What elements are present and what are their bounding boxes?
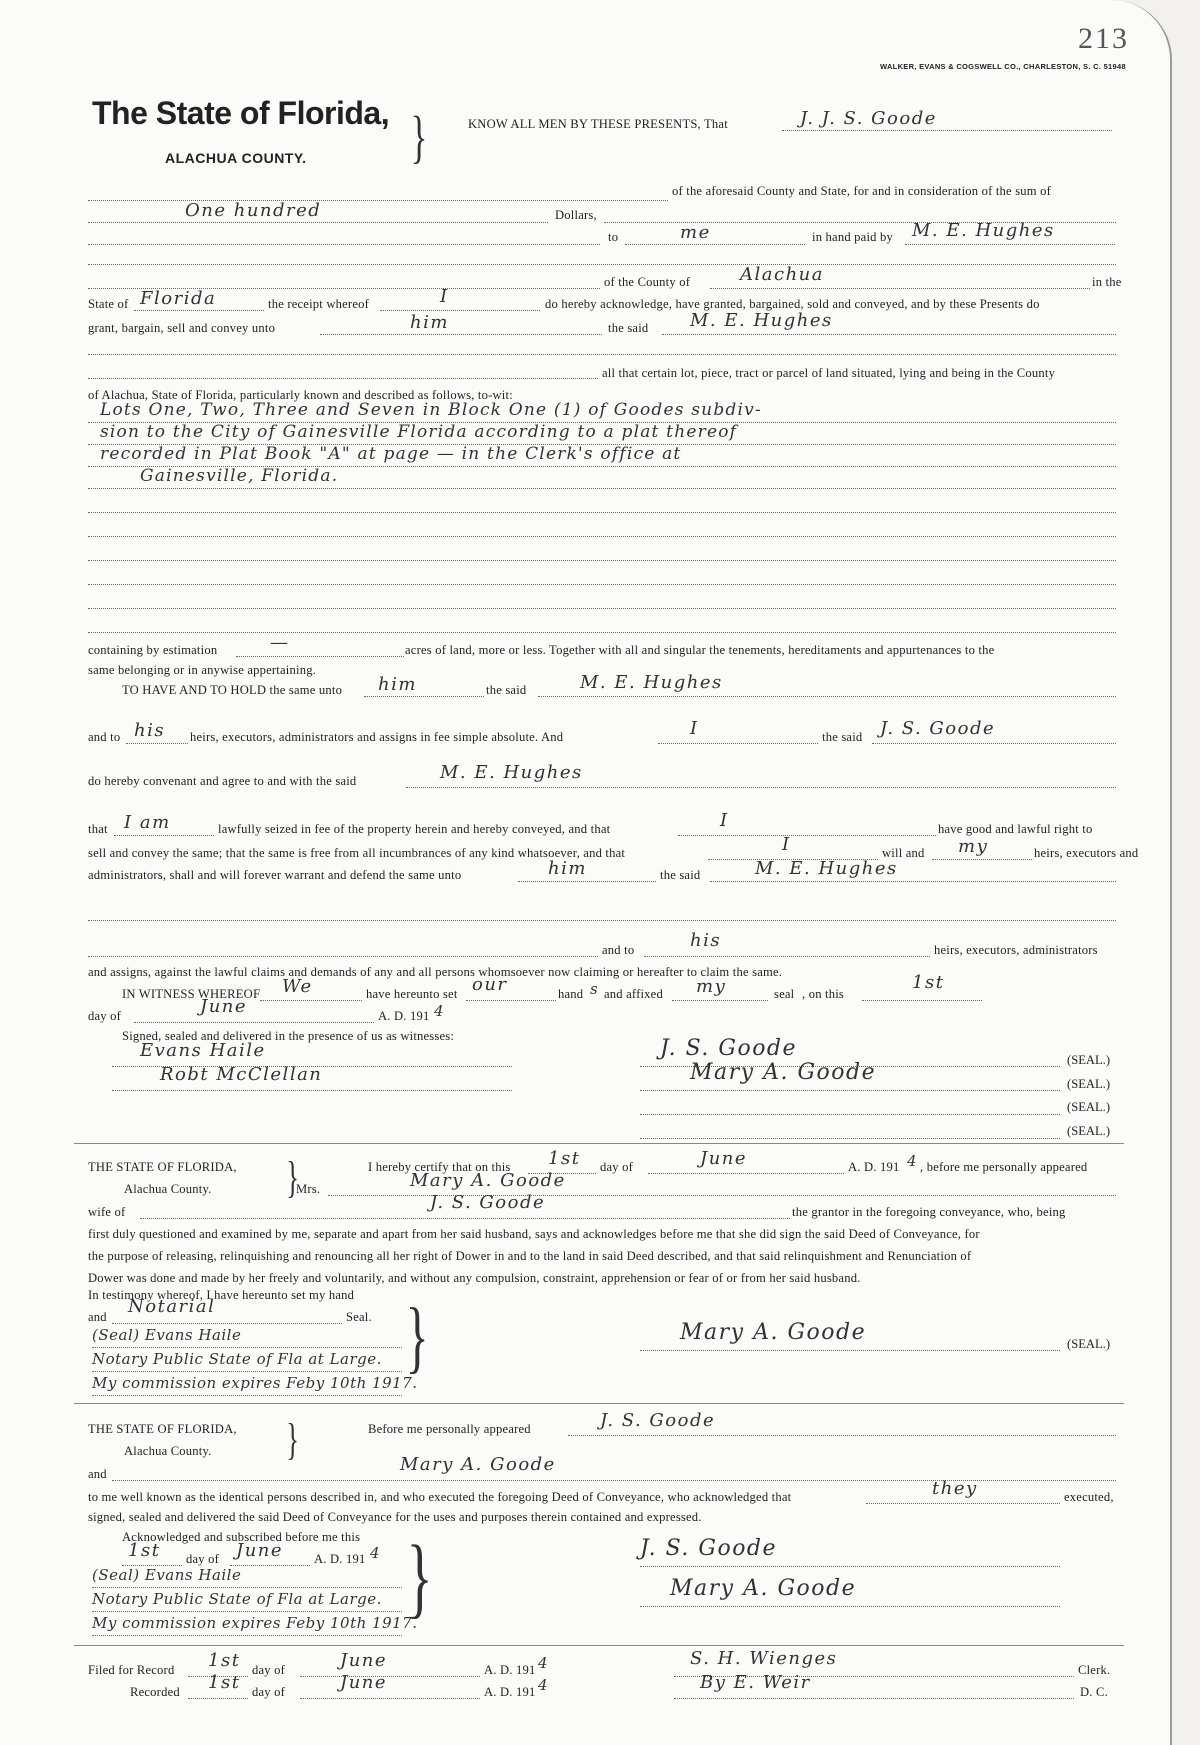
and-label: and xyxy=(88,1467,107,1481)
to-have-who: him xyxy=(378,674,417,695)
his2-value: his xyxy=(690,930,722,951)
state-name: Florida xyxy=(140,288,217,309)
assigns-text: and assigns, against the lawful claims and demands of any and all persons whomsoever now claiming or hereafter to claim the same. xyxy=(88,965,783,979)
heirs-exec-text: heirs, executors and xyxy=(1034,846,1139,860)
seal-label: (SEAL.) xyxy=(1067,1124,1111,1138)
witness-who: We xyxy=(282,976,313,997)
to-label: to xyxy=(608,230,619,244)
heirs-text: heirs, executors, administrators and assigns in fee simple absolute. And xyxy=(190,730,564,744)
certify-month: June xyxy=(700,1148,748,1169)
signature-2: Mary A. Goode xyxy=(690,1060,877,1085)
intro-text: KNOW ALL MEN BY THESE PRESENTS, That xyxy=(468,117,728,131)
his-value: his xyxy=(134,720,166,741)
brace: } xyxy=(405,1293,429,1381)
ad-label: A. D. 191 xyxy=(848,1160,900,1174)
desc-line xyxy=(88,632,1116,633)
grantor-name: J. J. S. Goode xyxy=(800,108,937,129)
covenant-line xyxy=(406,787,1116,788)
ack-notary-3: My commission expires Feby 10th 1917. xyxy=(92,1614,418,1632)
day-line xyxy=(862,1000,982,1001)
admin-line xyxy=(518,881,656,882)
description-line-1: Lots One, Two, Three and Seven in Block One (1) of Goodes subdiv- xyxy=(100,400,762,420)
lot-intro: all that certain lot, piece, tract or parcel of land situated, lying and being in the County xyxy=(602,366,1056,380)
notary-line-2: Notary Public State of Fla at Large. xyxy=(92,1350,382,1368)
month-value: June xyxy=(200,996,248,1017)
and-name-line xyxy=(872,743,1116,744)
will-my-line xyxy=(932,859,1032,860)
dower-para-1: first duly questioned and examined by me, separate and apart from her said husband, says and acknowledges before me that she did sign the said Deed of Conveyance, for xyxy=(88,1227,980,1241)
section-divider xyxy=(74,1143,1124,1144)
signature-line xyxy=(640,1090,1060,1091)
body-line-1: of the aforesaid County and State, for and in consideration of the sum of xyxy=(672,184,1052,198)
known-text: to me well known as the identical persons described in, and who executed the foregoing Deed of Conveyance, who acknowledged that xyxy=(88,1490,792,1504)
admin-name: M. E. Hughes xyxy=(755,858,898,879)
and-who-line xyxy=(658,743,818,744)
wife-of-label: wife of xyxy=(88,1205,126,1219)
affixed-label: and affixed xyxy=(604,987,663,1001)
rec-day-line xyxy=(188,1698,248,1699)
the-said-label: the said xyxy=(660,868,701,882)
grantee-line xyxy=(662,334,1116,335)
receipt-label: the receipt whereof xyxy=(268,297,369,311)
receipt-who: I xyxy=(440,286,449,307)
dc-name: By E. Weir xyxy=(700,1672,811,1693)
ack-county: Alachua County. xyxy=(124,1444,212,1458)
ack-notary-1: (Seal) Evans Haile xyxy=(92,1566,242,1584)
the-said-label: the said xyxy=(608,321,649,335)
will-my: my xyxy=(958,836,989,857)
notary-rule xyxy=(92,1395,402,1396)
ack-month-line xyxy=(230,1565,310,1566)
ack-year: 4 xyxy=(370,1544,381,1562)
day-of-label: day of xyxy=(600,1160,634,1174)
brace: } xyxy=(410,104,428,169)
notary-line-3: My commission expires Feby 10th 1917. xyxy=(92,1374,418,1392)
executed-label: executed, xyxy=(1064,1490,1114,1504)
dc-label: D. C. xyxy=(1080,1685,1108,1699)
dower-signature: Mary A. Goode xyxy=(680,1320,867,1345)
seal-label: (SEAL.) xyxy=(1067,1100,1111,1114)
his2-line xyxy=(644,956,930,957)
desc-line xyxy=(88,488,1116,489)
witness-who-line xyxy=(260,1000,362,1001)
heirs-admin-text: heirs, executors, administrators xyxy=(934,943,1098,957)
section-divider xyxy=(74,1645,1124,1646)
ack-name1-line xyxy=(568,1435,1116,1436)
they-line xyxy=(866,1503,1060,1504)
acres-text: acres of land, more or less. Together with all and singular the tenements, hereditaments and appurtenances to the xyxy=(405,643,995,657)
seized-who: I xyxy=(720,810,729,831)
grantor-text: the grantor in the foregoing conveyance, who, being xyxy=(792,1205,1066,1219)
grantor-line xyxy=(782,130,1112,131)
grantee-name: M. E. Hughes xyxy=(690,310,833,331)
day-number: 1st xyxy=(912,972,945,993)
witness-line xyxy=(112,1090,512,1091)
day-of-label: day of xyxy=(252,1663,286,1677)
hand-label: hand xyxy=(558,987,584,1001)
clerk-name: S. H. Wienges xyxy=(690,1648,838,1669)
day-of-label: day of xyxy=(252,1685,286,1699)
to-have-name-line xyxy=(538,696,1116,697)
grant-label: grant, bargain, sell and convey unto xyxy=(88,321,276,335)
to-line xyxy=(625,244,805,245)
certify-month-line xyxy=(648,1173,844,1174)
paid-by-name: M. E. Hughes xyxy=(912,220,1055,241)
mrs-label: Mrs. xyxy=(296,1182,321,1196)
dc-line xyxy=(674,1698,1074,1699)
section-divider xyxy=(74,1403,1124,1404)
affixed-line xyxy=(672,1000,768,1001)
dotted-line xyxy=(88,264,1116,265)
rec-month: June xyxy=(340,1672,388,1693)
subscribed-text: Acknowledged and subscribed before me this xyxy=(122,1530,361,1544)
acres-value: — xyxy=(270,632,290,653)
ack-state: THE STATE OF FLORIDA, xyxy=(88,1422,237,1436)
notary-line-1: (Seal) Evans Haile xyxy=(92,1326,242,1344)
signed-text: signed, sealed and delivered the said Deed of Conveyance for the uses and purposes therein contained and expressed. xyxy=(88,1510,702,1524)
signature-line xyxy=(640,1138,1060,1139)
desc-line xyxy=(88,512,1116,513)
seized-text: lawfully seized in fee of the property herein and hereby conveyed, and that xyxy=(218,822,611,836)
husband-name: J. S. Goode xyxy=(430,1192,546,1213)
ack-month: June xyxy=(236,1540,284,1561)
ack-name-2: Mary A. Goode xyxy=(400,1454,556,1475)
witness-2: Robt McClellan xyxy=(160,1064,323,1085)
belonging-text: same belonging or in anywise appertaining. xyxy=(88,663,317,677)
day-of-label: day of xyxy=(186,1552,220,1566)
dower-para-2: the purpose of releasing, relinquishing and renouncing all her right of Dower in and to the land in said Deed described, and that said relinquishment and Renunciation of xyxy=(88,1249,972,1263)
in-the-label: in the xyxy=(1092,275,1122,289)
ack-notary-2: Notary Public State of Fla at Large. xyxy=(92,1590,382,1608)
brace: } xyxy=(286,1153,299,1202)
admin-name-line xyxy=(710,881,1116,882)
form-title: The State of Florida, xyxy=(92,95,390,131)
testimony-text: In testimony whereof, I have hereunto set my hand xyxy=(88,1288,355,1302)
set-our: our xyxy=(472,974,508,995)
desc-line xyxy=(88,584,1116,585)
notarial-line xyxy=(112,1323,342,1324)
and-who: I xyxy=(690,718,699,739)
his-line xyxy=(126,743,188,744)
receipt-line xyxy=(380,310,540,311)
ad-label: A. D. 191 xyxy=(378,1009,430,1023)
seal-label: (SEAL.) xyxy=(1067,1077,1111,1091)
certify-text: I hereby certify that on this xyxy=(368,1160,511,1174)
set-our-line xyxy=(466,1000,556,1001)
covenant-text: do hereby convenant and agree to and with the said xyxy=(88,774,357,788)
state-label: State of xyxy=(88,297,129,311)
signature-line xyxy=(640,1114,1060,1115)
notary-rule xyxy=(92,1611,402,1612)
signature-line xyxy=(640,1566,1060,1567)
and-label: and xyxy=(88,1310,107,1324)
the-said-label: the said xyxy=(822,730,863,744)
will-and-label: will and xyxy=(882,846,925,860)
seal-label: (SEAL.) xyxy=(1067,1337,1111,1351)
dower-county: Alachua County. xyxy=(124,1182,212,1196)
year-value: 4 xyxy=(434,1002,445,1020)
ad-label: A. D. 191 xyxy=(484,1685,536,1699)
paid-by-line xyxy=(905,244,1115,245)
page-number: 213 xyxy=(1078,22,1129,55)
signature-line xyxy=(640,1350,1060,1351)
dotted-line xyxy=(88,378,598,379)
rec-day: 1st xyxy=(208,1672,241,1693)
dower-para-3: Dower was done and made by her freely and voluntarily, and without any compulsion, constraint, apprehension or fear of or from her said husband. xyxy=(88,1271,861,1285)
acres-line xyxy=(236,656,404,657)
that-who: I am xyxy=(124,812,171,833)
to-have-line xyxy=(364,696,484,697)
rec-year: 4 xyxy=(538,1676,549,1694)
to-have-name: M. E. Hughes xyxy=(580,672,723,693)
dotted-line xyxy=(88,244,600,245)
that-label: that xyxy=(88,822,108,836)
month-line xyxy=(134,1022,374,1023)
form-county: ALACHUA COUNTY. xyxy=(165,150,307,166)
day-of-label: day of xyxy=(88,1009,122,1023)
notarial-value: Notarial xyxy=(128,1296,216,1317)
ad-label: A. D. 191 xyxy=(314,1552,366,1566)
signature-line xyxy=(640,1606,1060,1607)
recorded-label: Recorded xyxy=(130,1685,180,1699)
signature-1: J. S. Goode xyxy=(660,1036,798,1061)
ack-signature-1: J. S. Goode xyxy=(640,1536,778,1561)
sum-amount: One hundred xyxy=(185,200,322,221)
filed-label: Filed for Record xyxy=(88,1663,175,1677)
acknowledge-text: do hereby acknowledge, have granted, bargained, sold and conveyed, and by these Presents do xyxy=(545,297,1040,311)
sell-convey-text: sell and convey the same; that the same is free from all incumbrances of any kind whatsoever, and that xyxy=(88,846,626,860)
dollars-label: Dollars, xyxy=(555,208,597,222)
brace: } xyxy=(286,1415,299,1464)
sum-line xyxy=(88,222,548,223)
and-to-label: and to xyxy=(88,730,121,744)
and-to-label: and to xyxy=(602,943,635,957)
notary-rule xyxy=(92,1371,402,1372)
notary-rule xyxy=(92,1347,402,1348)
printer-imprint: WALKER, EVANS & COGSWELL CO., CHARLESTON, S. C. 51948 xyxy=(880,62,1126,71)
description-line-3: recorded in Plat Book "A" at page — in the Clerk's office at xyxy=(100,444,682,464)
alachua-desc: of Alachua, State of Florida, particularly known and described as follows, to-wit: xyxy=(88,388,513,402)
county-line xyxy=(710,288,1090,289)
to-have-label: TO HAVE AND TO HOLD the same unto xyxy=(122,683,343,697)
containing-label: containing by estimation xyxy=(88,643,218,657)
signed-text: Signed, sealed and delivered in the presence of us as witnesses: xyxy=(122,1029,455,1043)
of-county-label: of the County of xyxy=(604,275,691,289)
appeared-text: , before me personally appeared xyxy=(920,1160,1088,1174)
will-who: I xyxy=(782,834,791,855)
affixed-my: my xyxy=(696,976,727,997)
paid-by-label: in hand paid by xyxy=(812,230,893,244)
before-text: Before me personally appeared xyxy=(368,1422,531,1436)
dower-state: THE STATE OF FLORIDA, xyxy=(88,1160,237,1174)
county-name: Alachua xyxy=(740,264,824,285)
filed-year: 4 xyxy=(538,1654,549,1672)
filed-month-line xyxy=(300,1676,480,1677)
dotted-line xyxy=(88,200,668,201)
that-line xyxy=(114,835,214,836)
they-value: they xyxy=(932,1478,978,1499)
covenant-name: M. E. Hughes xyxy=(440,762,583,783)
certify-day: 1st xyxy=(548,1148,581,1169)
husband-line xyxy=(140,1218,790,1219)
filed-day: 1st xyxy=(208,1650,241,1671)
to-whom: me xyxy=(680,222,711,243)
seal-label: (SEAL.) xyxy=(1067,1053,1111,1067)
witness-label: IN WITNESS WHEREOF xyxy=(122,987,261,1001)
clerk-label: Clerk. xyxy=(1078,1663,1111,1677)
notary-rule xyxy=(92,1587,402,1588)
seal-text: Seal. xyxy=(346,1310,372,1324)
description-line-2: sion to the City of Gainesville Florida according to a plat thereof xyxy=(100,422,738,442)
seal-label: seal xyxy=(774,987,795,1001)
ack-day: 1st xyxy=(128,1540,161,1561)
have-set-label: have hereunto set xyxy=(366,987,458,1001)
admin-text: administrators, shall and will forever warrant and defend the same unto xyxy=(88,868,462,882)
desc-line xyxy=(88,608,1116,609)
the-said-label: the said xyxy=(486,683,527,697)
witness-1: Evans Haile xyxy=(140,1040,266,1061)
ad-label: A. D. 191 xyxy=(484,1663,536,1677)
desc-line xyxy=(88,536,1116,537)
ack-signature-2: Mary A. Goode xyxy=(670,1576,857,1601)
grant-unto: him xyxy=(410,312,449,333)
on-this-label: , on this xyxy=(802,987,845,1001)
dotted-line xyxy=(88,920,1116,921)
and-name: J. S. Goode xyxy=(880,718,996,739)
good-right-text: have good and lawful right to xyxy=(938,822,1093,836)
notary-rule xyxy=(92,1635,402,1636)
dotted-line xyxy=(88,956,598,957)
brace: } xyxy=(406,1528,433,1627)
filed-month: June xyxy=(340,1650,388,1671)
mrs-name: Mary A. Goode xyxy=(410,1170,566,1191)
description-line-4: Gainesville, Florida. xyxy=(140,466,339,486)
hand-s: s xyxy=(590,980,599,998)
admin-who: him xyxy=(548,858,587,879)
seized-line xyxy=(678,835,936,836)
desc-line xyxy=(88,560,1116,561)
dotted-line xyxy=(88,354,1116,355)
rec-month-line xyxy=(300,1698,480,1699)
state-line xyxy=(134,310,264,311)
grant-line xyxy=(320,334,602,335)
certify-year: 4 xyxy=(907,1152,918,1170)
ack-name-1: J. S. Goode xyxy=(600,1410,716,1431)
